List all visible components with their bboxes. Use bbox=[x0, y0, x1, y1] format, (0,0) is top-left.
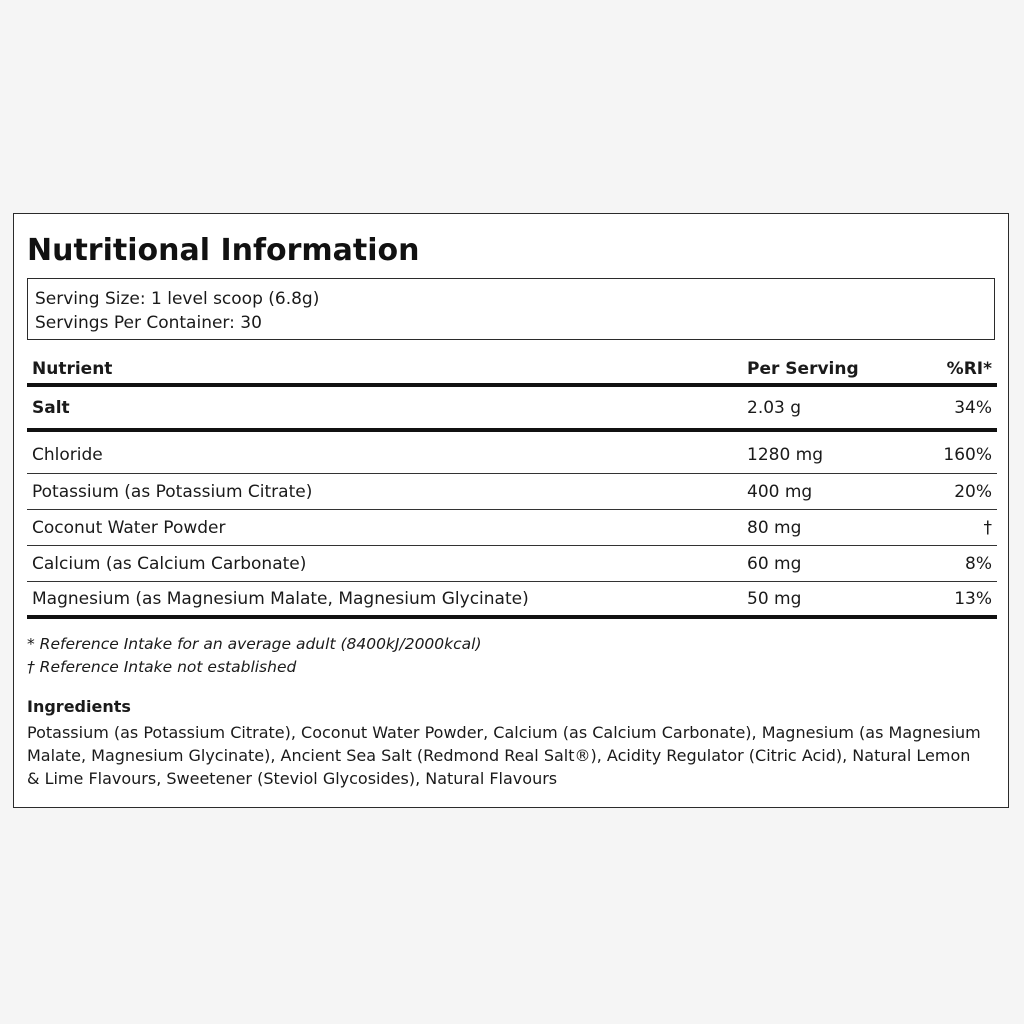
servings-per-container: Servings Per Container: 30 bbox=[35, 313, 262, 333]
nutrient-name: Calcium (as Calcium Carbonate) bbox=[32, 553, 307, 574]
table-row bbox=[27, 510, 997, 546]
nutrition-panel bbox=[13, 213, 1009, 808]
per-serving-value: 2.03 g bbox=[747, 397, 802, 418]
table-row bbox=[27, 474, 997, 510]
per-serving-value: 400 mg bbox=[747, 481, 813, 502]
nutrient-name: Potassium (as Potassium Citrate) bbox=[32, 481, 313, 502]
nutrient-name: Magnesium (as Magnesium Malate, Magnesium Glycinate) bbox=[32, 588, 529, 609]
page-title: Nutritional Information bbox=[27, 233, 420, 268]
per-serving-value: 50 mg bbox=[747, 588, 802, 609]
nutrient-name: Coconut Water Powder bbox=[32, 517, 226, 538]
serving-info-box bbox=[27, 278, 995, 340]
footnotes bbox=[27, 633, 995, 679]
nutrient-name: Chloride bbox=[32, 444, 103, 465]
ri-value: 8% bbox=[965, 553, 992, 574]
ri-value: † bbox=[983, 517, 992, 538]
table-row-salt bbox=[27, 387, 997, 432]
ingredients-heading: Ingredients bbox=[27, 697, 131, 716]
ri-value: 13% bbox=[954, 588, 992, 609]
ri-value: 160% bbox=[943, 444, 992, 465]
ri-value: 34% bbox=[954, 397, 992, 418]
header-per-serving: Per Serving bbox=[747, 358, 859, 379]
table-row bbox=[27, 546, 997, 582]
header-ri: %RI* bbox=[946, 358, 992, 379]
per-serving-value: 1280 mg bbox=[747, 444, 824, 465]
table-header-row bbox=[27, 354, 997, 387]
table-row bbox=[27, 582, 997, 619]
nutrient-name: Salt bbox=[32, 397, 70, 418]
ingredients-text: Potassium (as Potassium Citrate), Coconut Water Powder, Calcium (as Calcium Carbonate), Magnesium (as Magnesium Malate, Magnesium Glycinate), Ancient Sea Salt (Redmond Real Salt®), Acidity Regulator (Citric Acid), Natural Lemon & Lime Flavours, Sweetener (Steviol Glycosides), Natural Flavours bbox=[27, 723, 981, 788]
footnote-not-established: † Reference Intake not established bbox=[27, 658, 297, 676]
table-row bbox=[27, 432, 997, 474]
ri-value: 20% bbox=[954, 481, 992, 502]
per-serving-value: 80 mg bbox=[747, 517, 802, 538]
serving-size: Serving Size: 1 level scoop (6.8g) bbox=[35, 289, 320, 309]
header-nutrient: Nutrient bbox=[32, 358, 113, 379]
nutrition-table bbox=[27, 354, 997, 619]
footnote-ri: * Reference Intake for an average adult (8400kJ/2000kcal) bbox=[27, 635, 482, 653]
per-serving-value: 60 mg bbox=[747, 553, 802, 574]
